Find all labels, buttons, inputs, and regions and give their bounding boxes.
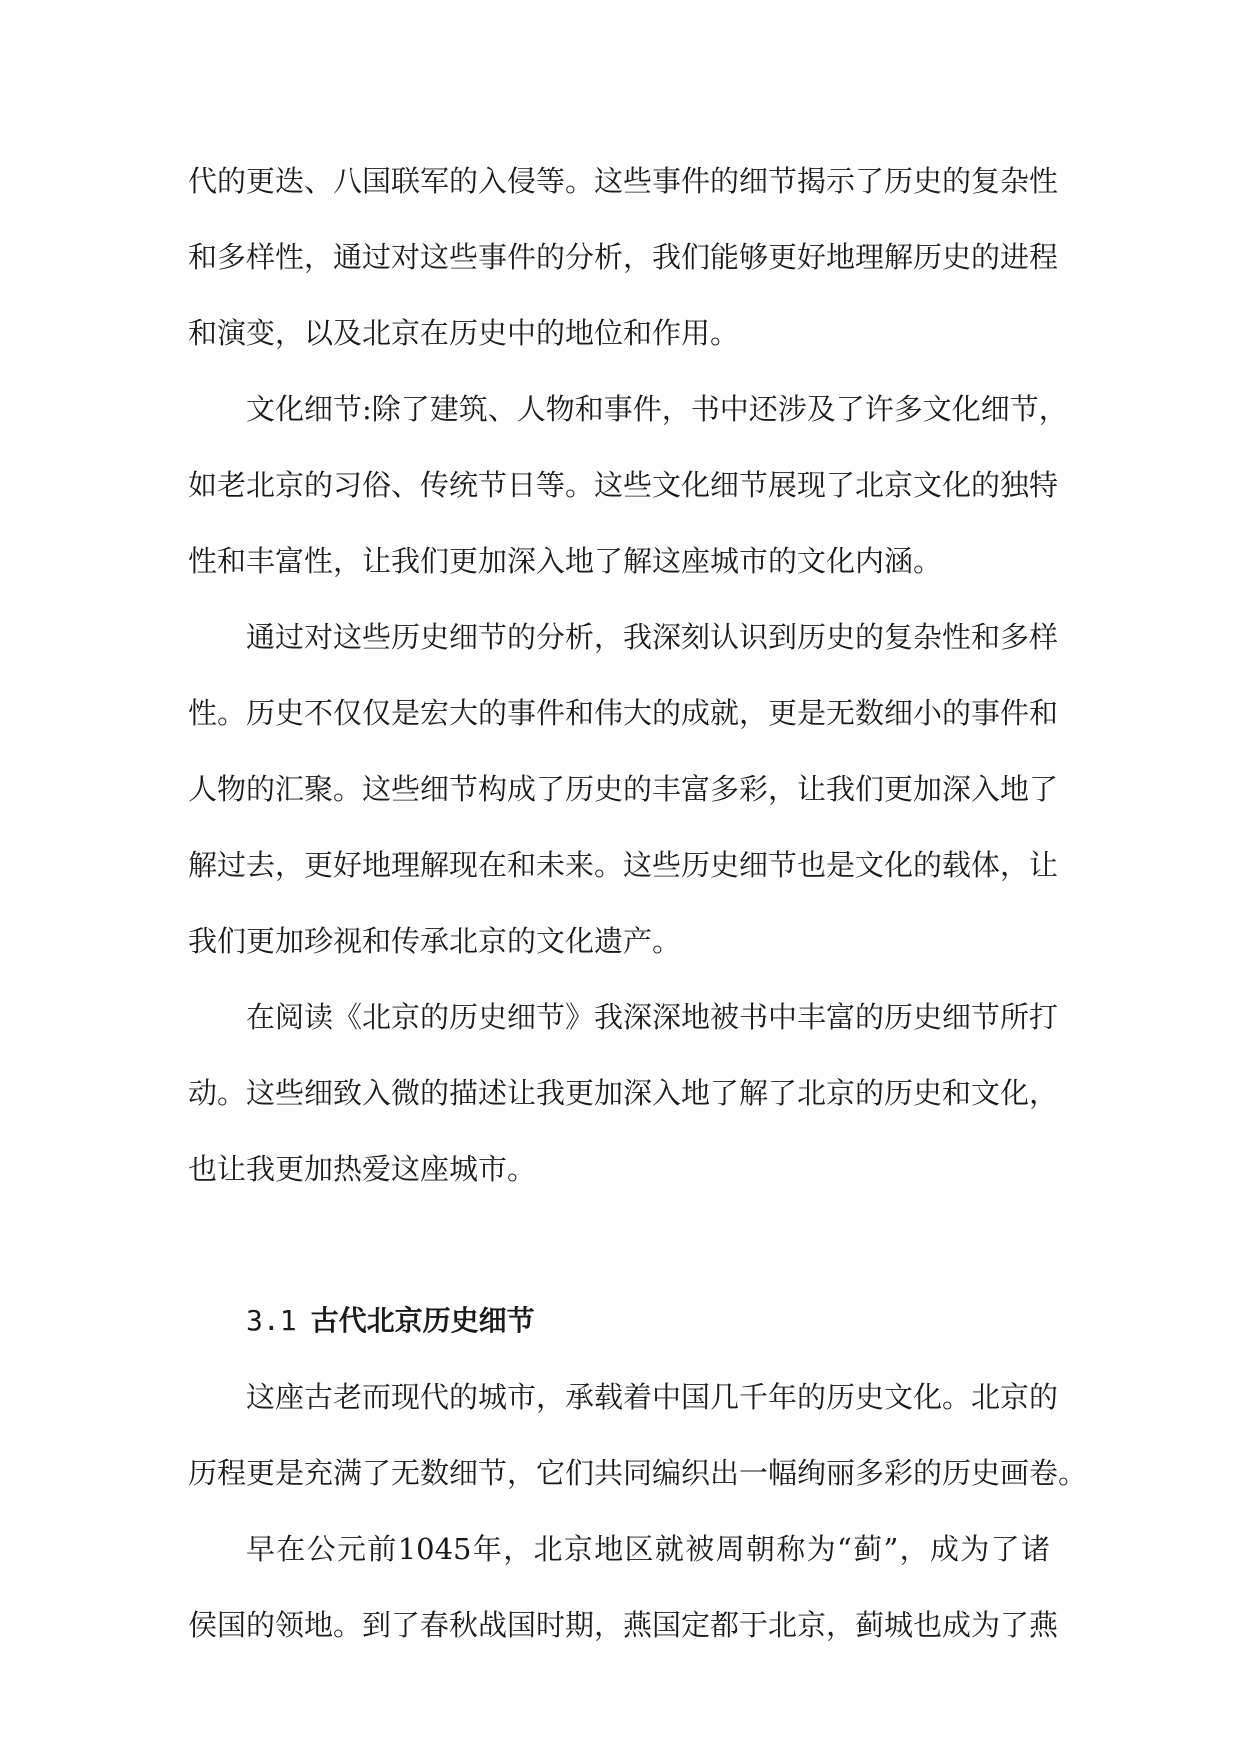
text-line: 和多样性，通过对这些事件的分析，我们能够更好地理解历史的进程 <box>188 240 1059 274</box>
text-line: 我们更加珍视和传承北京的文化遗产。 <box>188 924 682 958</box>
text-line: 性。历史不仅仅是宏大的事件和伟大的成就，更是无数细小的事件和 <box>188 696 1059 730</box>
paragraph-reading-reflection <box>188 979 1059 1207</box>
paragraph-analysis <box>188 599 1059 979</box>
paragraph-ji-city <box>188 1511 1059 1663</box>
text-line: 这座古老而现代的城市，承载着中国几千年的历史文化。北京的 <box>246 1380 1059 1414</box>
text-line: 代的更迭、八国联军的入侵等。这些事件的细节揭示了历史的复杂性 <box>188 164 1059 198</box>
text-line: 侯国的领地。到了春秋战国时期，燕国定都于北京，蓟城也成为了燕 <box>188 1608 1059 1642</box>
paragraph-ancient-intro <box>188 1359 1088 1511</box>
text-line: 历程更是充满了无数细节，它们共同编织出一幅绚丽多彩的历史画卷。 <box>188 1456 1088 1490</box>
section-title: 古代北京历史细节 <box>310 1304 535 1337</box>
text-line: 如老北京的习俗、传统节日等。这些文化细节展现了北京文化的独特 <box>188 468 1059 502</box>
text-line: 人物的汇聚。这些细节构成了历史的丰富多彩，让我们更加深入地了 <box>188 772 1059 806</box>
text-line: 也让我更加热爱这座城市。 <box>188 1152 537 1186</box>
section-heading <box>188 1283 1050 1359</box>
text-line: 动。这些细致入微的描述让我更加深入地了解了北京的历史和文化， <box>188 1076 1059 1110</box>
paragraph-events-continued <box>188 143 1059 371</box>
text-line: 通过对这些历史细节的分析，我深刻认识到历史的复杂性和多样 <box>246 620 1059 654</box>
text-line: 在阅读《北京的历史细节》我深深地被书中丰富的历史细节所打 <box>246 1000 1059 1034</box>
text-line: 文化细节:除了建筑、人物和事件，书中还涉及了许多文化细节， <box>246 392 1068 426</box>
paragraph-cultural-details <box>188 371 1068 599</box>
section-spacer <box>188 1207 1050 1283</box>
text-line: 和演变，以及北京在历史中的地位和作用。 <box>188 316 740 350</box>
section-number: 3.1 <box>246 1304 297 1337</box>
text-line: 性和丰富性，让我们更加深入地了解这座城市的文化内涵。 <box>188 544 943 578</box>
text-line: 解过去，更好地理解现在和未来。这些历史细节也是文化的载体，让 <box>188 848 1059 882</box>
text-line: 早在公元前1045年，北京地区就被周朝称为“蓟”，成为了诸 <box>246 1532 1050 1566</box>
document-page <box>188 143 1088 1663</box>
